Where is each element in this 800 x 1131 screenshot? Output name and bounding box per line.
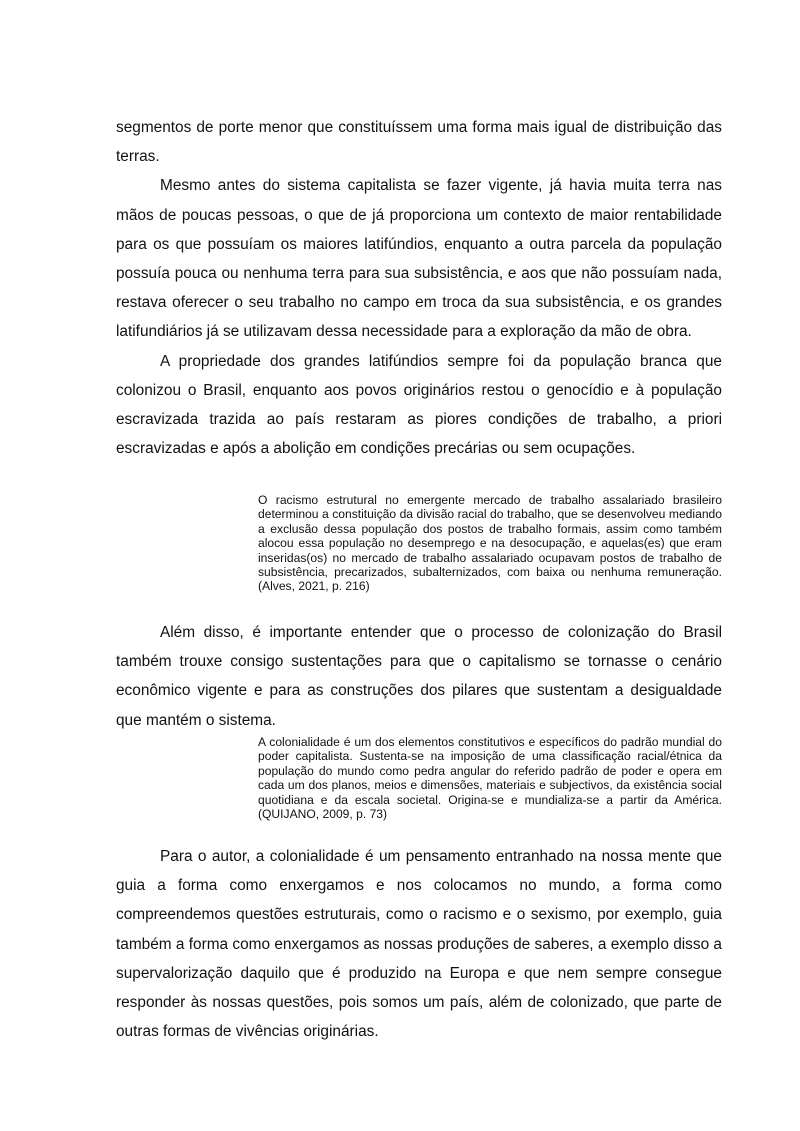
paragraph-group-3	[116, 842, 722, 1046]
paragraph-latifundia-ownership: A propriedade dos grandes latifúndios sempre foi da população branca que colonizou o Brasil, enquanto aos povos originários restou o genocídio e à população escravizada trazida ao país restaram as piores condições de trabalho, a priori escravizadas e após a abolição em condições precárias ou sem ocupações.	[116, 352, 722, 458]
paragraph-group-2	[116, 618, 722, 735]
paragraph-coloniality: Para o autor, a colonialidade é um pensamento entranhado na nossa mente que guia a forma como enxergamos e nos colocamos no mundo, a forma como compreendemos questões estruturais, como o racismo e o sexismo, por exemplo, guia também a forma como enxergamos as nossas produções de saberes, a exemplo disso a supervalorização daquilo que é produzido na Europa e que nem sempre consegue responder às nossas questões, pois somos um país, além de colonizado, que parte de outras formas de vivências originárias.	[116, 848, 722, 1041]
paragraph-colonization: Além disso, é importante entender que o processo de colonização do Brasil também trouxe consigo sustentações para que o capitalismo se tornasse o cenário econômico vigente e para as construções dos pilares que sustentam a desigualdade que mantém o sistema.	[116, 624, 722, 729]
block-quote-quijano: A colonialidade é um dos elementos constitutivos e específicos do padrão mundial do poder capitalista. Sustenta-se na imposição de uma classificação racial/étnica da população do mundo como pedra angular do referido padrão de poder e opera em cada um dos planos, meios e dimensões, materiais e subjectivos, da existência social quotidiana e da escala societal. Origina-se e mundializa-se a partir da América. (QUIJANO, 2009, p. 73)	[258, 735, 722, 822]
paragraph-group-1	[116, 113, 722, 463]
paragraph-continuation: segmentos de porte menor que constituíssem uma forma mais igual de distribuição das terras.	[116, 119, 722, 166]
block-quote-alves: O racismo estrutural no emergente mercado de trabalho assalariado brasileiro determinou a constituição da divisão racial do trabalho, que se desenvolveu mediando a exclusão dessa população dos postos de trabalho formais, assim como também alocou essa população no desemprego e na desocupação, e aquelas(es) que eram inseridas(os) no mercado de trabalho assalariado ocupavam postos de trabalho de subsistência, precarizados, subalternizados, com baixa ou nenhuma remuneração. (Alves, 2021, p. 216)	[258, 493, 722, 594]
paragraph-land-concentration: Mesmo antes do sistema capitalista se fazer vigente, já havia muita terra nas mãos de poucas pessoas, o que de já proporciona um contexto de maior rentabilidade para os que possuíam os maiores latifúndios, enquanto a outra parcela da população possuía pouca ou nenhuma terra para sua subsistência, e aos que não possuíam nada, restava oferecer o seu trabalho no campo em troca da sua subsistência, e os grandes latifundiários já se utilizavam dessa necessidade para a exploração da mão de obra.	[116, 177, 722, 341]
